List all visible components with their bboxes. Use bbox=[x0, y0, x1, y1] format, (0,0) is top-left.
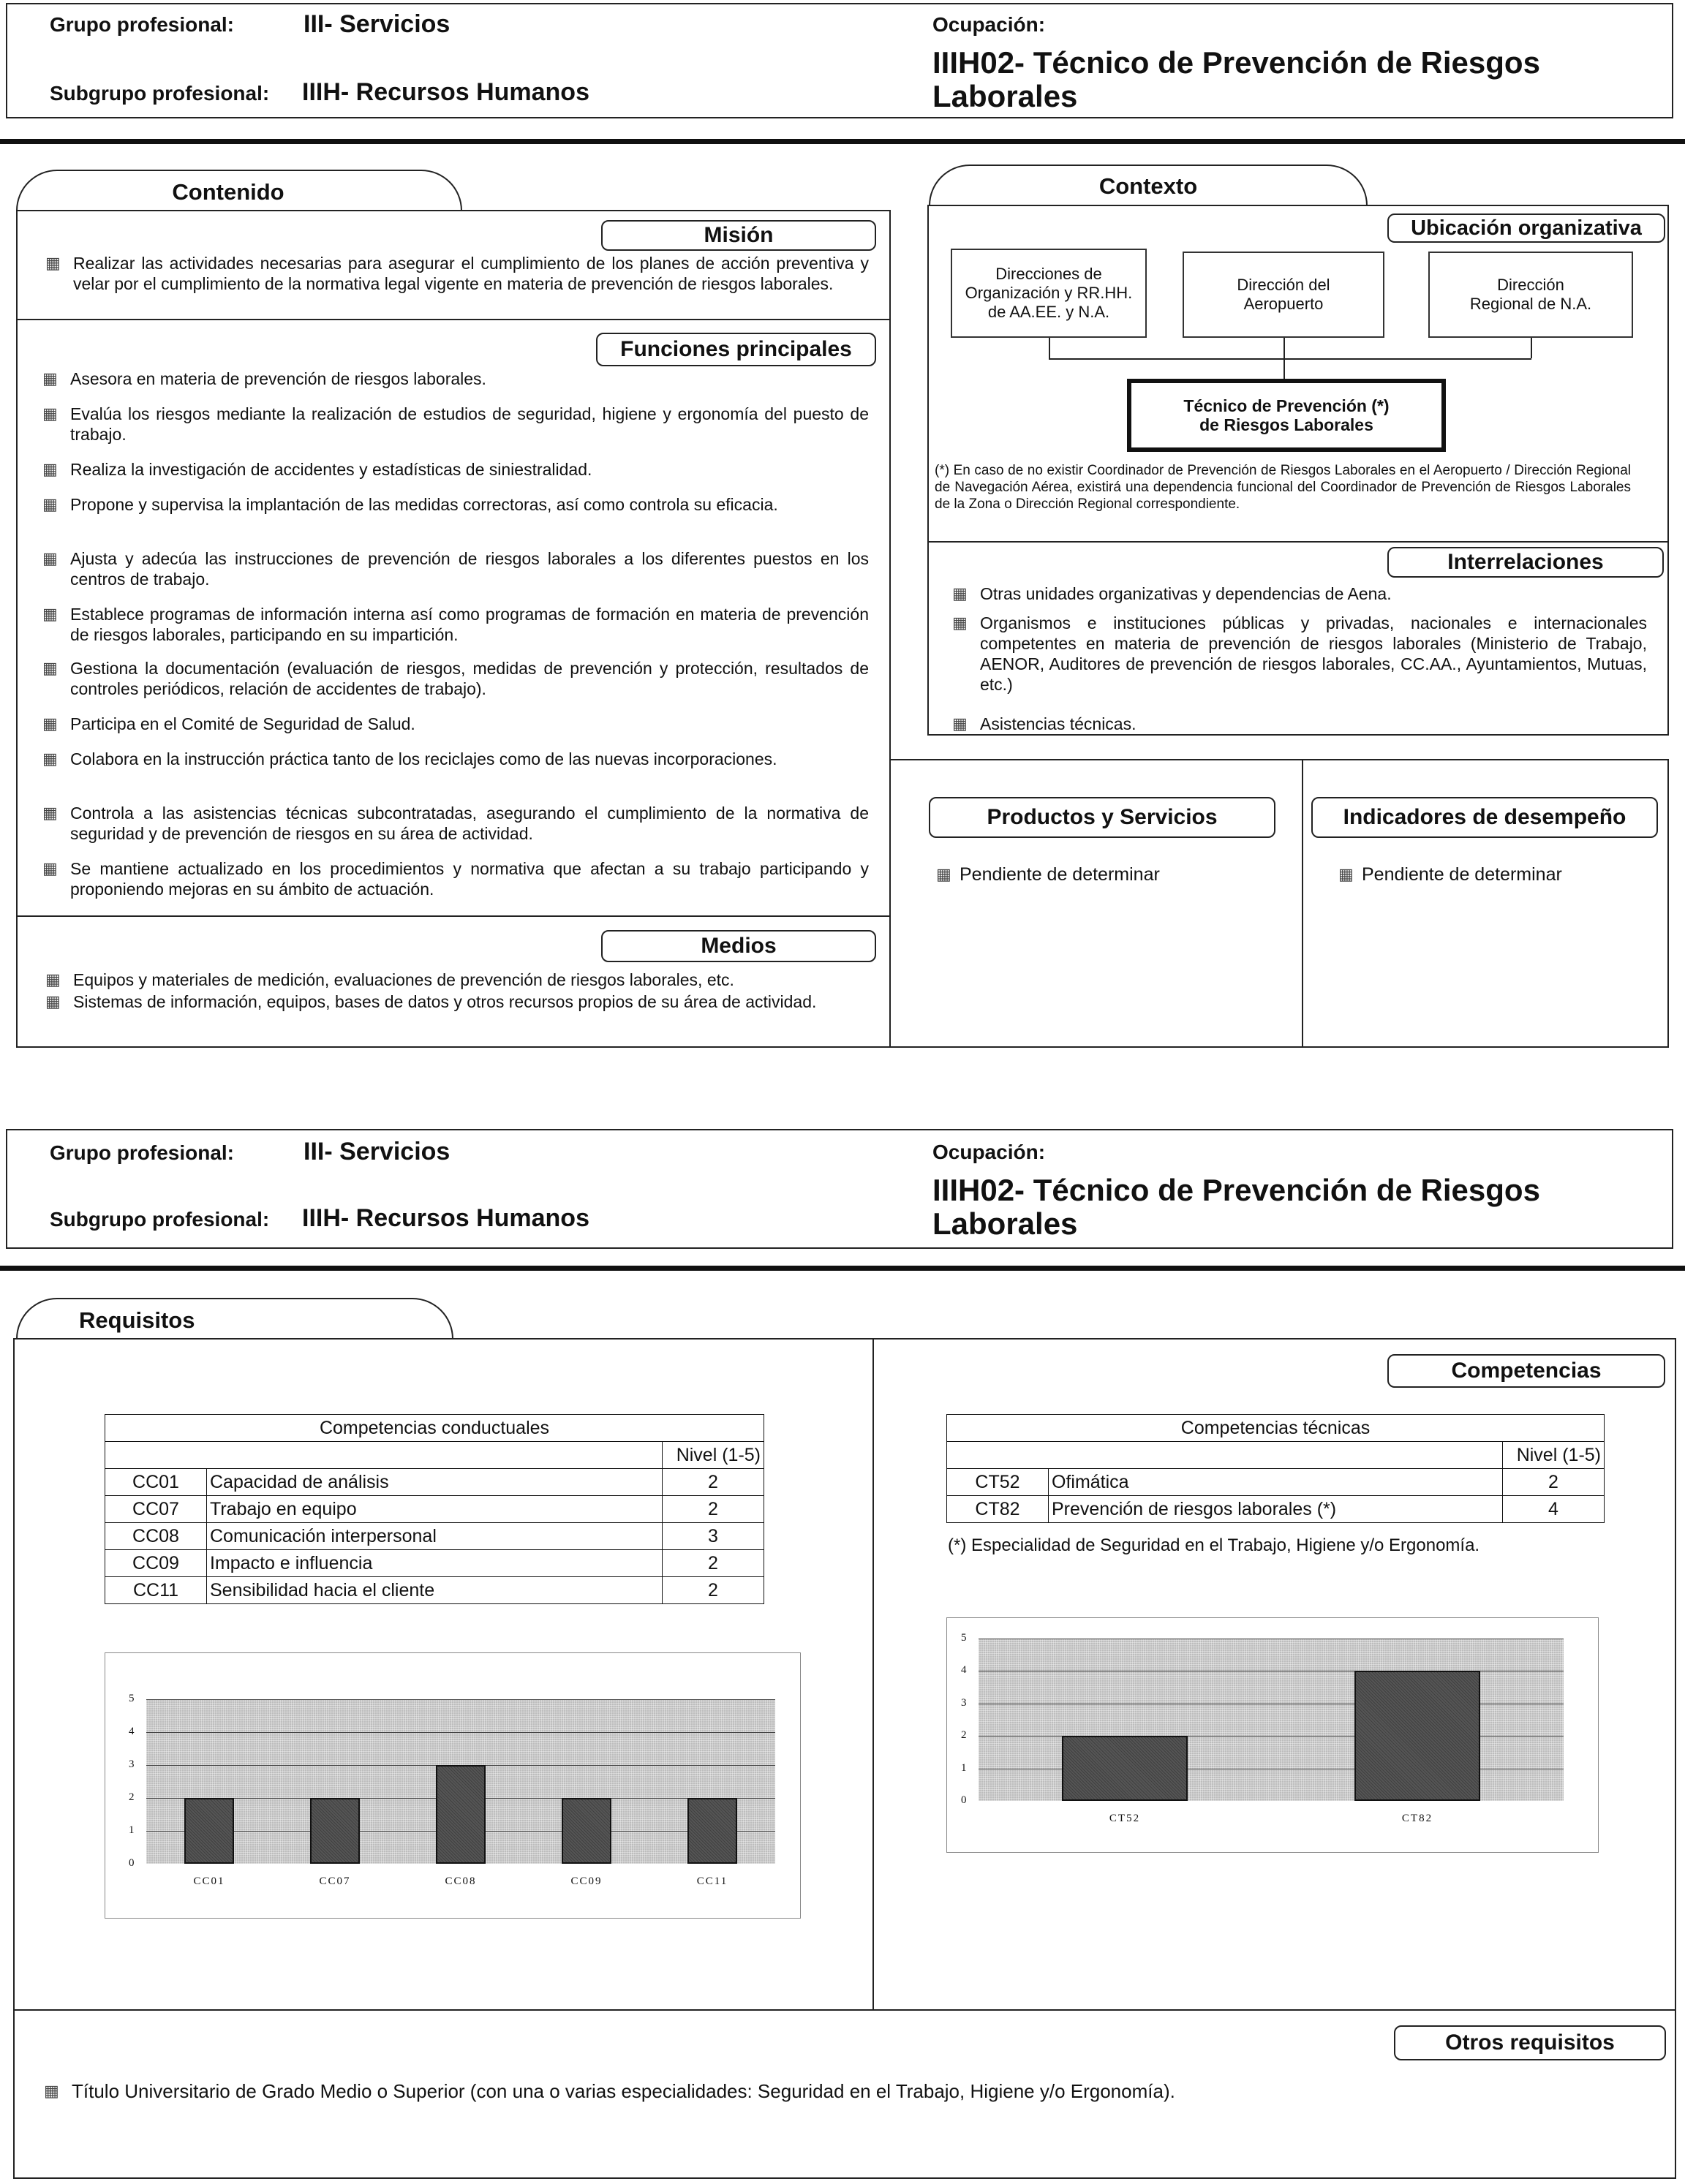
table-row bbox=[105, 1550, 764, 1577]
otros-requisitos-text: ▦ Título Universitario de Grado Medio o Superior (con una o varias especialidades: Seguridad en el Trabajo, Higiene y/o Ergonomía). bbox=[44, 2081, 1653, 2101]
funcion-item: ▦ Realiza la investigación de accidentes y estadísticas de siniestralidad. bbox=[42, 459, 869, 480]
y-tick-label: 2 bbox=[961, 1729, 967, 1742]
funcion-item: ▦ Asesora en materia de prevención de riesgos laborales. bbox=[42, 369, 869, 389]
indicadores-title: Indicadores de desempeño bbox=[1311, 797, 1658, 838]
funcion-item: ▦ Controla a las asistencias técnicas subcontratadas, asegurando el cumplimiento de la normativa de seguridad y de prevención de riesgos en su área de actividad. bbox=[42, 803, 869, 844]
cc-name: Comunicación interpersonal bbox=[207, 1523, 663, 1550]
y-tick-label: 3 bbox=[129, 1758, 135, 1770]
org-note: (*) En caso de no existir Coordinador de Prevención de Riesgos Laborales en el Aeropuerto / Dirección Regional de Navegación Aérea, existirá una dependencia funcional del Coordinador de Prevención de Riesgos Laborales de la Zona o Dirección Regional correspondiente. bbox=[935, 463, 1631, 512]
cc-code: CC08 bbox=[105, 1523, 207, 1550]
ocupacion-value-line2: Laborales bbox=[932, 79, 1078, 113]
requisitos-title: Requisitos bbox=[79, 1307, 195, 1333]
funciones-title: Funciones principales bbox=[596, 333, 876, 366]
org-connector bbox=[1049, 358, 1531, 360]
medios-item: ▦ Sistemas de información, equipos, bases de datos y otros recursos propios de su área de actividad. bbox=[45, 991, 869, 1012]
funcion-item: ▦ Colabora en la instrucción práctica tanto de los reciclajes como de las nuevas incorporaciones. bbox=[42, 749, 869, 769]
x-tick-label: CC08 bbox=[445, 1875, 477, 1887]
y-tick-label: 5 bbox=[961, 1632, 967, 1644]
tecnicas-caption: Competencias técnicas bbox=[947, 1415, 1605, 1442]
funcion-item: ▦ Propone y supervisa la implantación de las medidas correctoras, así como controla su eficacia. bbox=[42, 494, 869, 515]
tecnicas-header-spacer bbox=[947, 1442, 1503, 1469]
mision-text: ▦ Realizar las actividades necesarias para asegurar el cumplimiento de los planes de acción preventiva y velar por el cumplimiento de la normativa legal vigente en materia de prevención de riesgos laborales. bbox=[45, 253, 869, 294]
y-tick-label: 1 bbox=[961, 1761, 967, 1774]
gridline bbox=[146, 1699, 775, 1700]
x-tick-label: CC09 bbox=[570, 1875, 603, 1887]
cc-name: Trabajo en equipo bbox=[207, 1496, 663, 1523]
ocupacion-label: Ocupación: bbox=[932, 1141, 1046, 1163]
x-tick-label: CC07 bbox=[319, 1875, 351, 1887]
cc-level: 2 bbox=[663, 1550, 764, 1577]
funcion-item: ▦ Se mantiene actualizado en los procedimientos y normativa que afectan a su trabajo participando y proponiendo mejoras en su ámbito de actuación. bbox=[42, 858, 869, 899]
y-tick-label: 2 bbox=[129, 1791, 135, 1803]
bar-cc01 bbox=[184, 1798, 235, 1864]
divider bbox=[0, 139, 1685, 144]
grupo-label: Grupo profesional: bbox=[50, 13, 234, 36]
cc-code: CC11 bbox=[105, 1577, 207, 1604]
tecnicas-chart bbox=[946, 1617, 1599, 1853]
x-tick-label: CC01 bbox=[193, 1875, 225, 1887]
ct-level: 2 bbox=[1503, 1469, 1605, 1496]
ocupacion-value-line2: Laborales bbox=[932, 1206, 1078, 1241]
org-box-direccion-regional: Dirección Regional de N.A. bbox=[1428, 252, 1633, 338]
y-tick-label: 5 bbox=[129, 1693, 135, 1704]
bar-ct82 bbox=[1354, 1671, 1480, 1801]
funcion-item: ▦ Ajusta y adecúa las instrucciones de prevención de riesgos laborales a los diferentes puestos en los centros de trabajo. bbox=[42, 548, 869, 589]
x-tick-label: CT52 bbox=[1109, 1813, 1141, 1824]
conductuales-header-spacer bbox=[105, 1442, 663, 1469]
table-row bbox=[105, 1523, 764, 1550]
y-tick-label: 0 bbox=[129, 1857, 135, 1869]
medios-title: Medios bbox=[601, 930, 876, 962]
funcion-item: ▦ Establece programas de información interna así como programas de formación en materia de prevención de riesgos laborales, participando en su impartición. bbox=[42, 604, 869, 645]
contexto-title: Contexto bbox=[1098, 173, 1198, 199]
tecnicas-nivel-header: Nivel (1-5) bbox=[1503, 1442, 1605, 1469]
productos-text: ▦ Pendiente de determinar bbox=[936, 864, 1273, 885]
bar-ct52 bbox=[1062, 1736, 1188, 1801]
org-connector bbox=[1531, 338, 1532, 358]
ct-name: Prevención de riesgos laborales (*) bbox=[1049, 1496, 1503, 1523]
ubicacion-title: Ubicación organizativa bbox=[1387, 214, 1665, 243]
bar-cc08 bbox=[436, 1765, 486, 1864]
bar-cc09 bbox=[562, 1798, 612, 1864]
cc-name: Sensibilidad hacia el cliente bbox=[207, 1577, 663, 1604]
indicadores-text: ▦ Pendiente de determinar bbox=[1338, 864, 1653, 885]
cc-level: 2 bbox=[663, 1469, 764, 1496]
table-row bbox=[105, 1469, 764, 1496]
tecnicas-note: (*) Especialidad de Seguridad en el Trabajo, Higiene y/o Ergonomía. bbox=[948, 1535, 1480, 1555]
table-row bbox=[947, 1496, 1605, 1523]
bar-cc07 bbox=[310, 1798, 361, 1864]
mision-title: Misión bbox=[601, 220, 876, 251]
cc-level: 3 bbox=[663, 1523, 764, 1550]
bar-cc11 bbox=[687, 1798, 738, 1864]
y-tick-label: 1 bbox=[129, 1824, 135, 1836]
org-connector bbox=[1049, 338, 1050, 358]
ocupacion-label: Ocupación: bbox=[932, 13, 1046, 36]
y-tick-label: 4 bbox=[129, 1726, 135, 1737]
funcion-item: ▦ Participa en el Comité de Seguridad de Salud. bbox=[42, 714, 869, 734]
cc-name: Capacidad de análisis bbox=[207, 1469, 663, 1496]
interrelaciones-title: Interrelaciones bbox=[1387, 547, 1664, 578]
grupo-label: Grupo profesional: bbox=[50, 1141, 234, 1164]
interrelacion-item: ▦ Organismos e instituciones públicas y privadas, nacionales e internacionales competentes en materia de prevención de riesgos laborales (Ministerio de Trabajo, AENOR, Auditores de prevención de riesgos laborales, CC.AA., Ayuntamientos, Mutuas, etc.) bbox=[952, 613, 1647, 695]
ct-code: CT52 bbox=[947, 1469, 1049, 1496]
ct-code: CT82 bbox=[947, 1496, 1049, 1523]
cc-code: CC07 bbox=[105, 1496, 207, 1523]
interrelacion-item: ▦ Asistencias técnicas. bbox=[952, 714, 1647, 734]
funciones-divider bbox=[16, 915, 891, 917]
ct-level: 4 bbox=[1503, 1496, 1605, 1523]
org-box-tecnico: Técnico de Prevención (*) de Riesgos Laborales bbox=[1127, 379, 1446, 452]
conductuales-chart bbox=[105, 1652, 801, 1919]
conductuales-caption: Competencias conductuales bbox=[105, 1415, 764, 1442]
grupo-value: III- Servicios bbox=[304, 10, 451, 38]
funcion-item: ▦ Gestiona la documentación (evaluación de riesgos, medidas de prevención y protección, resultados de controles periódicos, relación de accidentes de trabajo). bbox=[42, 658, 869, 699]
funcion-item: ▦ Evalúa los riesgos mediante la realización de estudios de seguridad, higiene y ergonomía del puesto de trabajo. bbox=[42, 404, 869, 445]
y-tick-label: 4 bbox=[961, 1664, 967, 1677]
cc-name: Impacto e influencia bbox=[207, 1550, 663, 1577]
medios-item: ▦ Equipos y materiales de medición, evaluaciones de prevención de riesgos laborales, etc. bbox=[45, 970, 869, 990]
subgrupo-label: Subgrupo profesional: bbox=[50, 1208, 270, 1231]
cc-level: 2 bbox=[663, 1496, 764, 1523]
gridline bbox=[146, 1732, 775, 1733]
org-divider bbox=[927, 541, 1669, 543]
grupo-value: III- Servicios bbox=[304, 1138, 451, 1165]
ocupacion-value-line1: IIIH02- Técnico de Prevención de Riesgos bbox=[932, 1173, 1540, 1207]
y-tick-label: 0 bbox=[961, 1794, 967, 1806]
cc-code: CC09 bbox=[105, 1550, 207, 1577]
subgrupo-label: Subgrupo profesional: bbox=[50, 82, 270, 105]
org-box-rrhh: Direcciones de Organización y RR.HH. de AA.EE. y N.A. bbox=[951, 249, 1147, 338]
org-box-aeropuerto: Dirección del Aeropuerto bbox=[1183, 252, 1384, 338]
conductuales-table bbox=[105, 1414, 764, 1604]
cc-level: 2 bbox=[663, 1577, 764, 1604]
x-tick-label: CC11 bbox=[696, 1875, 728, 1887]
interrelacion-item: ▦ Otras unidades organizativas y dependencias de Aena. bbox=[952, 583, 1647, 604]
competencias-title: Competencias bbox=[1387, 1354, 1665, 1388]
subgrupo-value: IIIH- Recursos Humanos bbox=[302, 78, 589, 106]
requisitos-row-divider bbox=[13, 2009, 1676, 2011]
otros-requisitos-title: Otros requisitos bbox=[1394, 2025, 1666, 2060]
requisitos-col-divider bbox=[872, 1338, 874, 2009]
y-tick-label: 3 bbox=[961, 1696, 967, 1709]
table-row bbox=[105, 1577, 764, 1604]
subgrupo-value: IIIH- Recursos Humanos bbox=[302, 1204, 589, 1232]
mision-divider bbox=[16, 319, 891, 320]
cc-code: CC01 bbox=[105, 1469, 207, 1496]
productos-title: Productos y Servicios bbox=[929, 797, 1275, 838]
tecnicas-table bbox=[946, 1414, 1605, 1523]
divider bbox=[0, 1266, 1685, 1271]
x-tick-label: CT82 bbox=[1401, 1813, 1433, 1824]
ct-name: Ofimática bbox=[1049, 1469, 1503, 1496]
table-row bbox=[947, 1469, 1605, 1496]
contenido-title: Contenido bbox=[172, 179, 284, 205]
ocupacion-value-line1: IIIH02- Técnico de Prevención de Riesgos bbox=[932, 45, 1540, 80]
conductuales-nivel-header: Nivel (1-5) bbox=[663, 1442, 764, 1469]
table-row bbox=[105, 1496, 764, 1523]
